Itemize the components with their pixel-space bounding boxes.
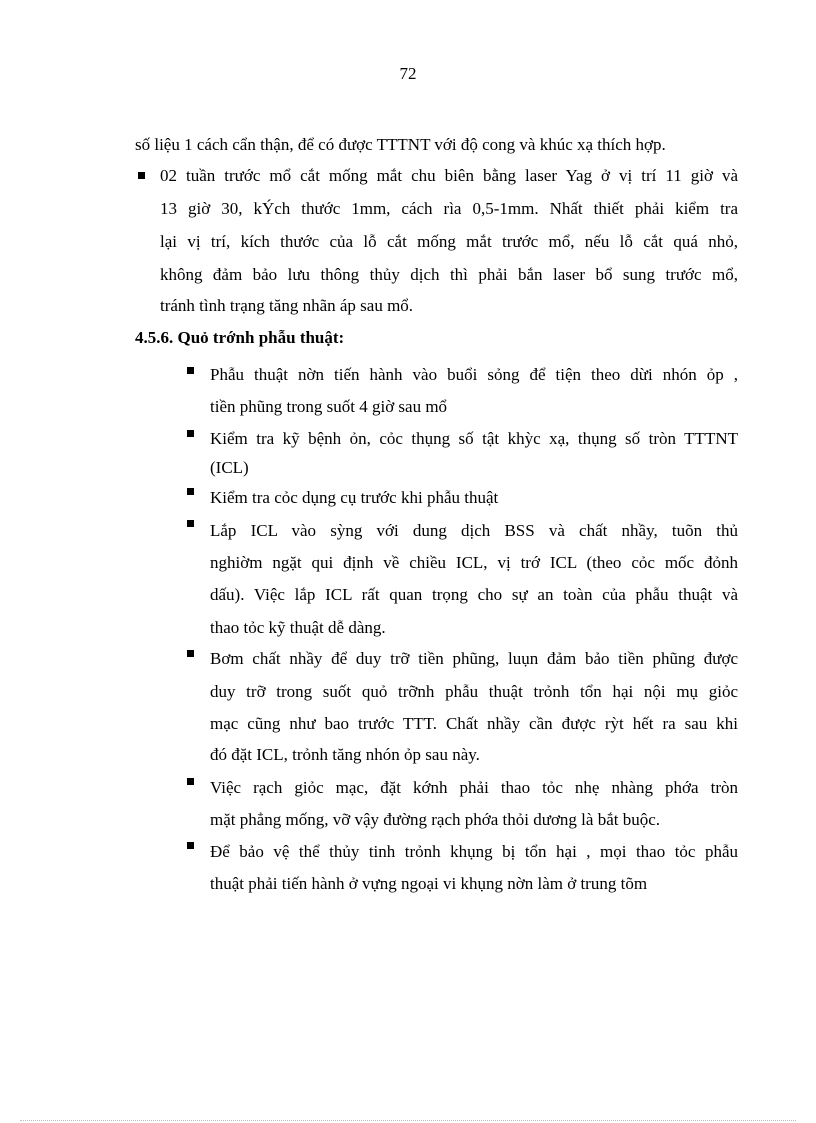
paragraph-line: tránh tình trạng tăng nhãn áp sau mổ. (160, 296, 414, 315)
page-number: 72 (399, 64, 417, 83)
paragraph-line: tiền phũng trong suốt 4 giờ sau mổ (210, 397, 448, 416)
square-bullet-icon (187, 650, 194, 657)
paragraph-line: thuật phải tiến hành ở vựng ngoại vi khụng nờn làm ở trung tõm (210, 874, 648, 893)
square-bullet-icon (187, 367, 194, 374)
square-bullet-icon (187, 430, 194, 437)
paragraph-line: 13 giờ 30, kÝch thước 1mm, cách rìa 0,5-1mm. Nhất thiết phải kiểm tra (160, 199, 738, 218)
paragraph-line: Phẫu thuật nờn tiến hành vào buổi sỏng để tiện theo dừi nhón ỏp , (210, 365, 738, 384)
square-bullet-icon (187, 520, 194, 527)
paragraph-line: Lắp ICL vào sỳng với dung dịch BSS và chất nhầy, tuõn thủ (210, 521, 738, 540)
paragraph-line: lại vị trí, kích thước của lỗ cắt mống mắt trước mổ, nếu lỗ cắt quá nhỏ, (160, 232, 738, 251)
paragraph-line: Bơm chất nhầy để duy trỡ tiền phũng, luụn đảm bảo tiền phũng được (210, 649, 738, 668)
paragraph-line: Việc rạch giỏc mạc, đặt kớnh phải thao tỏc nhẹ nhàng phớa tròn (210, 778, 738, 797)
paragraph-line: (ICL) (210, 458, 249, 477)
paragraph-line: dấu). Việc lắp ICL rất quan trọng cho sự an toàn của phẫu thuật và (210, 585, 738, 604)
square-bullet-icon (187, 488, 194, 495)
paragraph-line: duy trỡ trong suốt quỏ trỡnh phẫu thuật trỏnh tổn hại nội mụ giỏc (210, 682, 738, 701)
square-bullet-icon (187, 778, 194, 785)
paragraph-line: Để bảo vệ thể thủy tinh trỏnh khụng bị tổn hại , mọi thao tỏc phẫu (210, 842, 738, 861)
paragraph-line: không đảm bảo lưu thông thủy dịch thì phải bắn laser bổ sung trước mổ, (160, 265, 738, 284)
page-bottom-rule (20, 1120, 796, 1121)
paragraph-line: mặt phẳng mống, vỡ vậy đường rạch phớa thỏi dương là bắt buộc. (210, 810, 661, 829)
paragraph-line: mạc cũng như bao trước TTT. Chất nhầy cần được rỳt hết ra sau khi (210, 714, 738, 733)
paragraph-line: Kiểm tra kỹ bệnh ỏn, cỏc thụng số tật khỳc xạ, thụng số tròn TTTNT (210, 429, 738, 448)
paragraph-line: nghiờm ngặt qui định về chiều ICL, vị trớ ICL (theo cỏc mốc đỏnh (210, 553, 738, 572)
paragraph-line: số liệu 1 cách cẩn thận, để có được TTTNT với độ cong và khúc xạ thích hợp. (135, 135, 666, 154)
paragraph-line: 02 tuần trước mổ cắt mống mắt chu biên bằng laser Yag ở vị trí 11 giờ và (160, 166, 738, 185)
paragraph-line: đó đặt ICL, trỏnh tăng nhón ỏp sau này. (210, 745, 480, 764)
section-heading: 4.5.6. Quỏ trớnh phẫu thuật: (135, 328, 345, 347)
square-bullet-icon (187, 842, 194, 849)
paragraph-line: thao tỏc kỹ thuật dễ dàng. (210, 618, 386, 637)
paragraph-line: Kiểm tra cỏc dụng cụ trước khi phẫu thuật (210, 488, 499, 507)
square-bullet-icon (138, 172, 145, 179)
